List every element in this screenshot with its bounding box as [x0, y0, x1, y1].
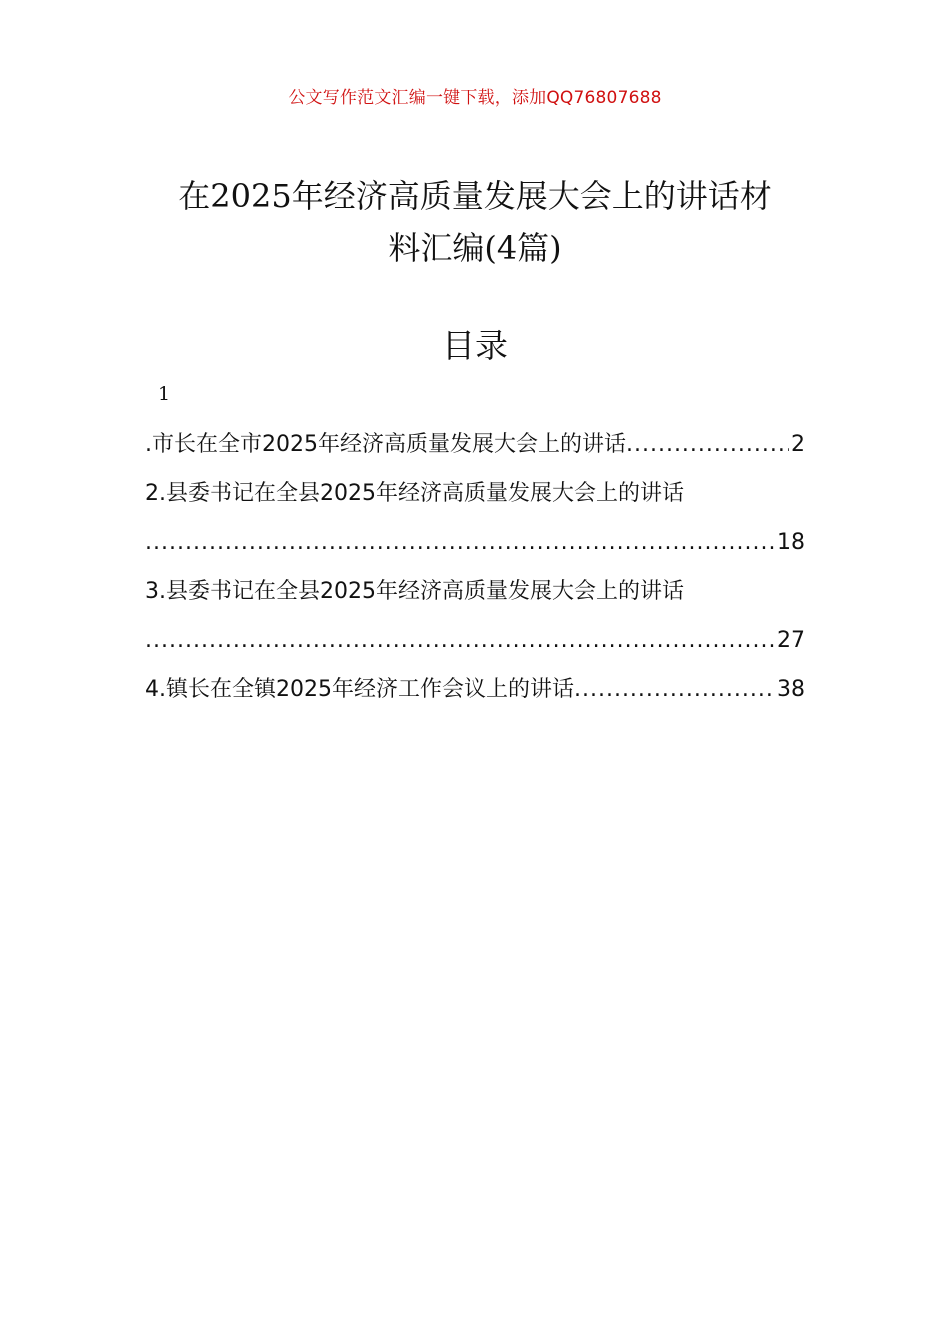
toc-entry-label: 4.镇长在全镇2025年经济工作会议上的讲话	[145, 677, 574, 702]
toc-entry-label: .市长在全市2025年经济高质量发展大会上的讲话	[145, 432, 626, 457]
document-title-line-2: 料汇编(4篇)	[388, 229, 562, 267]
toc-dot-leader	[145, 616, 775, 665]
toc-entry-page: 2	[791, 432, 805, 457]
toc-entry-page: 38	[777, 677, 805, 702]
toc-heading: 目录	[442, 326, 508, 365]
toc-entry-3-continuation[interactable]	[145, 616, 805, 665]
toc-item-number: 1	[158, 383, 171, 405]
header-note: 公文写作范文汇编一键下载，添加QQ76807688	[288, 88, 662, 108]
document-title-line-1: 在2025年经济高质量发展大会上的讲话材	[178, 177, 772, 215]
toc-entry-label: 2.县委书记在全县2025年经济高质量发展大会上的讲话	[145, 481, 684, 506]
toc-entry-page: 27	[777, 628, 805, 653]
toc-dot-leader	[145, 518, 775, 567]
toc-entry-label: 3.县委书记在全县2025年经济高质量发展大会上的讲话	[145, 579, 684, 604]
toc-entry-4[interactable]	[145, 665, 805, 714]
toc-entry-1[interactable]	[145, 420, 805, 469]
toc-entry-page: 18	[777, 530, 805, 555]
document-title	[120, 170, 830, 274]
toc-entry-3[interactable]	[145, 567, 805, 616]
toc-dot-leader	[626, 420, 789, 469]
toc-entry-2[interactable]	[145, 469, 805, 518]
table-of-contents	[145, 420, 805, 714]
toc-entry-2-continuation[interactable]	[145, 518, 805, 567]
toc-dot-leader	[574, 665, 775, 714]
